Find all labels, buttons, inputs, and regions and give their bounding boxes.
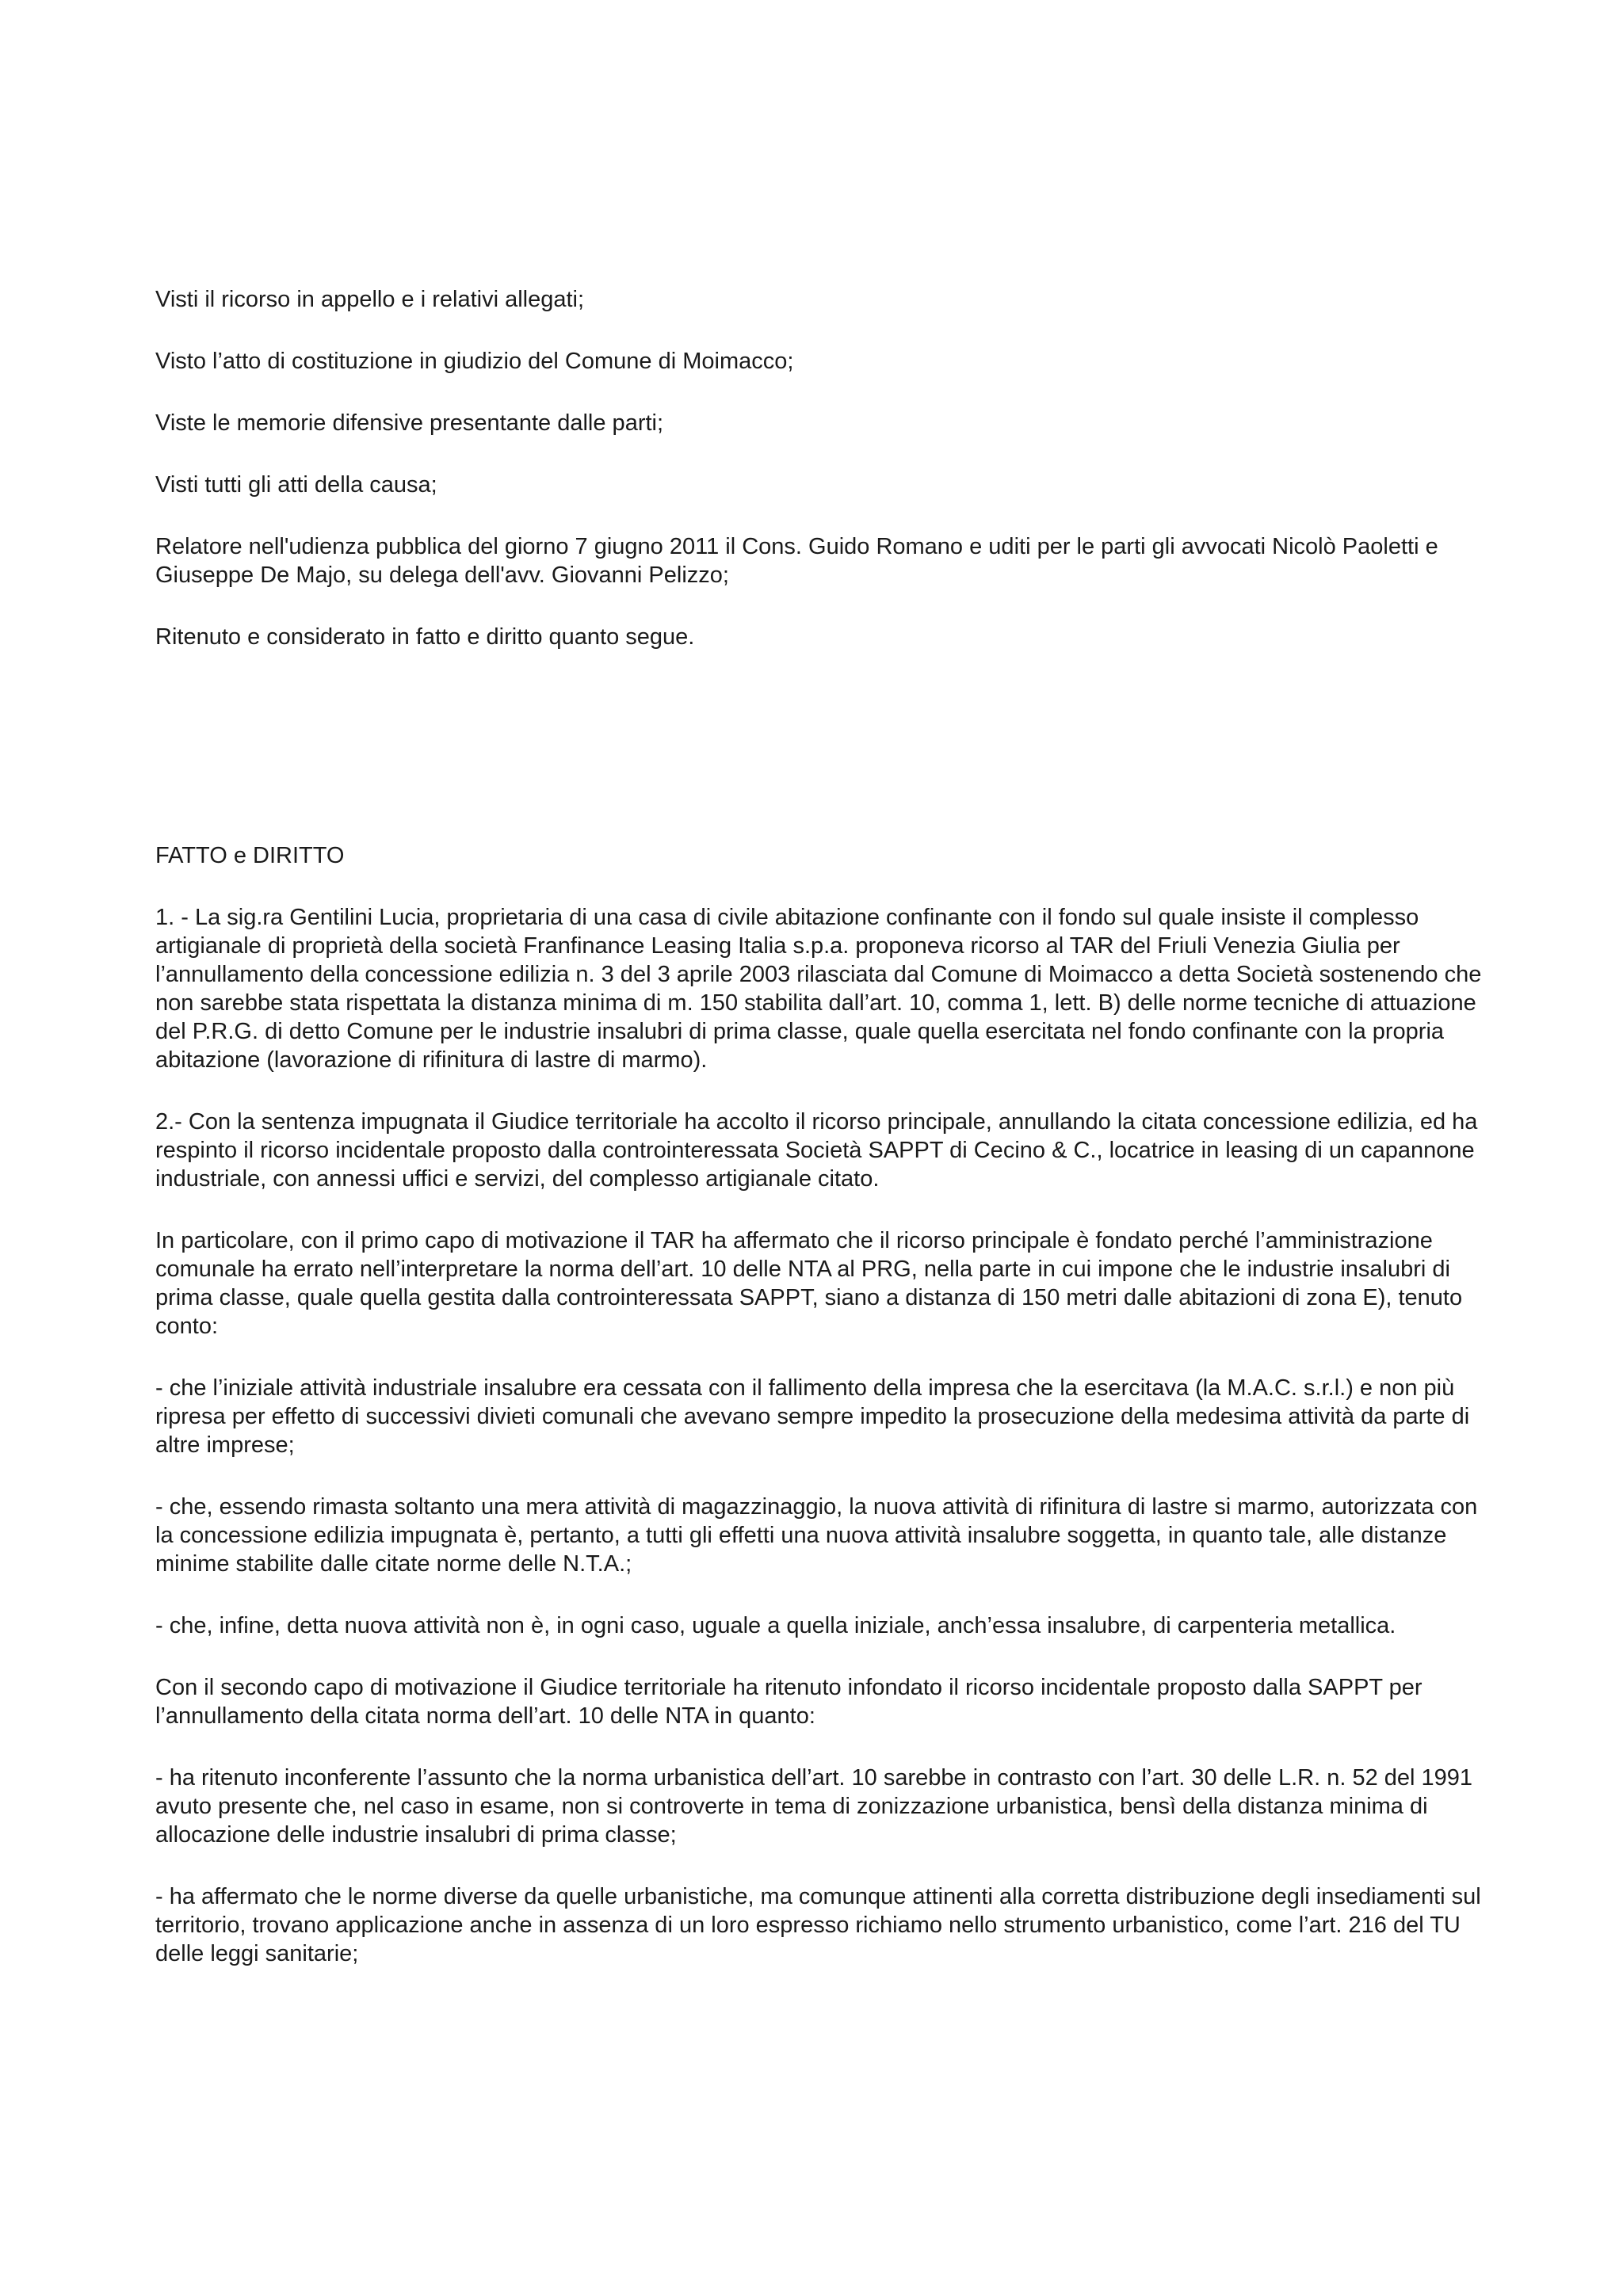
paragraph-1: 1. - La sig.ra Gentilini Lucia, proprietaria di una casa di civile abitazione confinante con il fondo sul quale insiste il complesso artigianale di proprietà della società Franfinance Leasing Italia s.p.a. proponeva ricorso al TAR del Friuli Venezia Giulia per l’annullamento della concessione edilizia n. 3 del 3 aprile 2003 rilasciata dal Comune di Moimacco a detta Società sostenendo che non sarebbe stata rispettata la distanza minima di m. 150 stabilita dall’art. 10, comma 1, lett. B) delle norme tecniche di attuazione del P.R.G. di detto Comune per le industrie insalubri di prima classe, quale quella esercitata nel fondo confinante con la propria abitazione (lavorazione di rifinitura di lastre di marmo).: [155, 905, 1482, 1073]
paragraph-bullet-attivita-cessata: - che l’iniziale attività industriale insalubre era cessata con il fallimento della impresa che la esercitava (la M.A.C. s.r.l.) e non più ripresa per effetto di successivi divieti comunali che avevano sempre impedito la prosecuzione della medesima attività da parte di altre imprese;: [155, 1375, 1470, 1458]
section-heading: FATTO e DIRITTO: [155, 843, 345, 868]
paragraph-relatore: Relatore nell'udienza pubblica del giorno 7 giugno 2011 il Cons. Guido Romano e uditi per le parti gli avvocati Nicolò Paoletti e Giuseppe De Majo, su delega dell'avv. Giovanni Pelizzo;: [155, 534, 1438, 588]
paragraph-2: 2.- Con la sentenza impugnata il Giudice territoriale ha accolto il ricorso principale, annullando la citata concessione edilizia, ed ha respinto il ricorso incidentale proposto dalla controinteressata Società SAPPT di Cecino & C., locatrice in leasing di un capannone industriale, con annessi uffici e servizi, del complesso artigianale citato.: [155, 1109, 1478, 1192]
paragraph-bullet-inconferente: - ha ritenuto inconferente l’assunto che la norma urbanistica dell’art. 10 sarebbe in contrasto con l’art. 30 delle L.R. n. 52 del 1991 avuto presente che, nel caso in esame, non si controverte in tema di zonizzazione urbanistica, bensì della distanza minima di allocazione delle industrie insalubri di prima classe;: [155, 1765, 1473, 1848]
document-body: [155, 285, 1487, 2001]
paragraph-in-particolare: In particolare, con il primo capo di motivazione il TAR ha affermato che il ricorso principale è fondato perché l’amministrazione comunale ha errato nell’interpretare la norma dell’art. 10 delle NTA al PRG, nella parte in cui impone che le industrie insalubri di prima classe, quale quella gestita dalla controinteressata SAPPT, siano a distanza di 150 metri dalle abitazioni di zona E), tenuto conto:: [155, 1228, 1463, 1339]
paragraph-visti-ricorso: Visti il ricorso in appello e i relativi allegati;: [155, 287, 585, 312]
paragraph-bullet-norme-diverse: - ha affermato che le norme diverse da quelle urbanistiche, ma comunque attinenti alla corretta distribuzione degli insediamenti sul territorio, trovano applicazione anche in assenza di un loro espresso richiamo nello strumento urbanistico, come l’art. 216 del TU delle leggi sanitarie;: [155, 1884, 1481, 1966]
paragraph-bullet-carpenteria: - che, infine, detta nuova attività non è, in ogni caso, uguale a quella iniziale, anch’essa insalubre, di carpenteria metallica.: [155, 1613, 1396, 1638]
paragraph-ritenuto: Ritenuto e considerato in fatto e diritto quanto segue.: [155, 624, 695, 650]
paragraph-bullet-magazzinaggio: - che, essendo rimasta soltanto una mera attività di magazzinaggio, la nuova attività di rifinitura di lastre si marmo, autorizzata con la concessione edilizia impugnata è, pertanto, a tutti gli effetti una nuova attività insalubre soggetta, in quanto tale, alle distanze minime stabilite dalle citate norme delle N.T.A.;: [155, 1494, 1478, 1577]
paragraph-secondo-capo: Con il secondo capo di motivazione il Giudice territoriale ha ritenuto infondato il ricorso incidentale proposto dalla SAPPT per l’annullamento della citata norma dell’art. 10 delle NTA in quanto:: [155, 1675, 1423, 1729]
paragraph-visti-atti: Visti tutti gli atti della causa;: [155, 472, 437, 498]
section-spacer: [155, 685, 1487, 841]
paragraph-visto-atto: Visto l’atto di costituzione in giudizio del Comune di Moimacco;: [155, 349, 794, 374]
paragraph-viste-memorie: Viste le memorie difensive presentante dalle parti;: [155, 410, 664, 436]
